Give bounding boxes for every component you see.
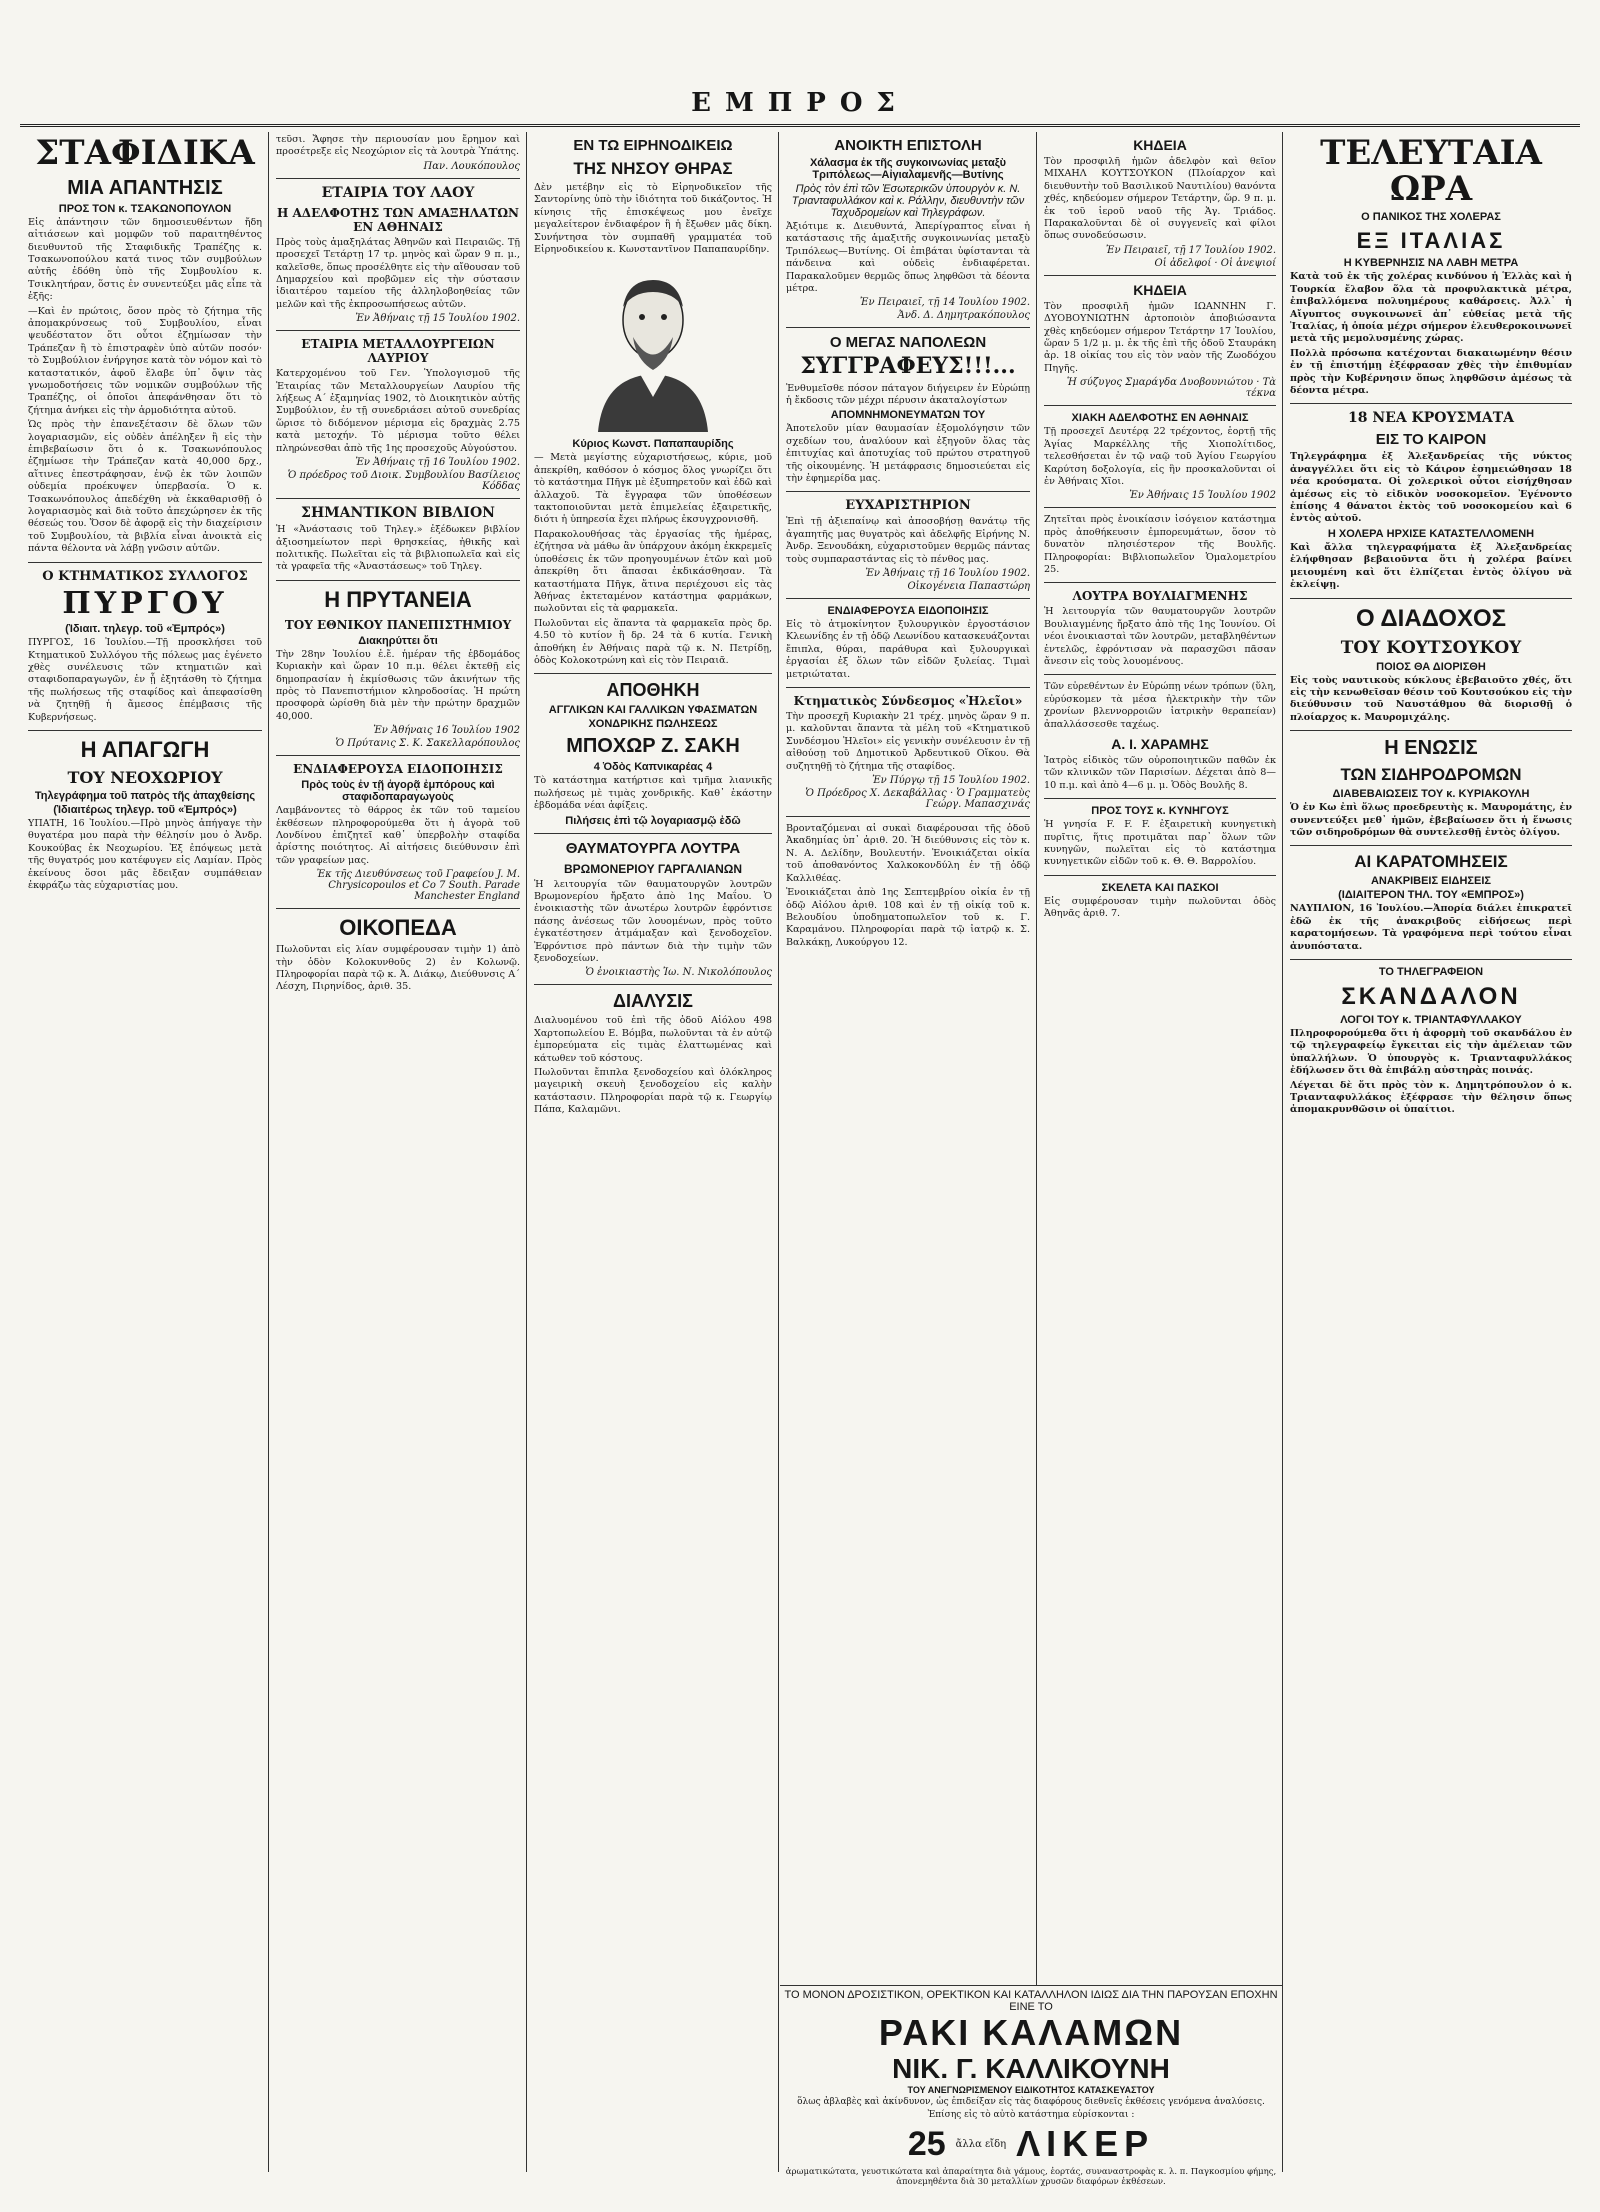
article-text: Τῇ προσεχεῖ Δευτέρᾳ 22 τρέχοντος, ἑορτῇ τῆς Ἁγίας Μαρκέλλης τῆς Χιοπολίτιδος, τελεσθήσεται ἐν τῷ ναῷ τοῦ Ἁγίου Γεωργίου Καρύτση δοξολογία, εἰς ἣν προσκαλοῦνται οἱ ἐν Ἀθήναις Χῖοι. [1044, 426, 1276, 487]
column-6 [1284, 132, 1578, 2172]
subheadline: ΑΠΟΜΝΗΜΟΝΕΥΜΑΤΩΝ ΤΟΥ [830, 409, 986, 422]
headline: ΕΝΔΙΑΦΕΡΟΥΣΑ ΕΙΔΟΠΟΙΗΣΙΣ [293, 762, 503, 777]
signature: Ἐν Ἀθήναις τῇ 16 Ἰουλίου 1902. [355, 457, 520, 469]
divider [276, 580, 520, 581]
ad-product: ΡΑΚΙ ΚΑΛΑΜΩΝ [878, 2012, 1184, 2053]
column-2 [270, 132, 526, 2172]
headline: ΠΥΡΓΟΥ [62, 585, 228, 621]
headline: ΤΟΥ ΕΘΝΙΚΟΥ ΠΑΝΕΠΙΣΤΗΜΙΟΥ [284, 617, 512, 632]
signature: Παν. Λουκόπουλος [423, 160, 520, 172]
article-text: Τῶν εὑρεθέντων ἐν Εὐρώπῃ νέων τρόπων (ὕλη, εὐρύσκομεν τὰ μέσα ἠλεκτρικὴν τὴν τῶν χρονίων βλεννορροιῶν ἰατρικὴν θεραπείαν) ἀπαλλάσσεσθε ταχέως. [1044, 681, 1276, 730]
subheadline: ΔΙΑΒΕΒΑΙΩΣΕΙΣ ΤΟΥ κ. ΚΥΡΙΑΚΟΥΛΗ [1332, 788, 1530, 801]
divider [786, 491, 1030, 492]
article-text: ΠΥΡΓΟΣ, 16 Ἰουλίου.—Τῇ προσκλήσει τοῦ Κτηματικοῦ Συλλόγου τῆς πόλεως μας ἐγένετο χθὲς συνέλευσις τῶν κτηματιῶν καὶ σταφιδοπαραγωγῶν, ἐν ᾗ ἐξητάσθη τὸ ζήτημα τῆς πωλήσεως τῆς σταφίδος καὶ ἀπεφασίσθη νὰ ζητηθῇ ἡ ἄμεσος ἐπέμβασις τῆς Κυβερνήσεως. [28, 637, 262, 723]
headline: ΤΕΛΕΥΤΑΙΑ ΩΡΑ [1320, 133, 1542, 209]
article-text: ΝΑΥΠΛΙΟΝ, 16 Ἰουλίου.—Ἀπορία διάλει ἐπικρατεῖ ἐδῶ ἐκ τῆς ἀνακριβοῦς εἰδήσεως περὶ καρατομήσεων. Τὰ γραφόμενα περὶ τούτου εἶναι ἀνυπόστατα. [1290, 903, 1572, 952]
article-text: Ἡ λειτουργία τῶν θαυματουργῶν λουτρῶν Βρωμονερίου ἤρξατο ἀπὸ 1ης Μαΐου. Ὁ ἐνοικιαστὴς τῶν ἀνωτέρω λουτρῶν ἐφρόντισε πάσης ἀνέσεως τῶν λουομένων, πρὸς τοῦτο ἐγκατέστησεν ἀτμάμαξαν καὶ ξενοδοχεῖον. Ἐφρόντισε πρὸ πάντων διὰ τὴν τιμὴν τῶν ξενοδοχείων. [534, 878, 772, 964]
column-rule [778, 132, 779, 2172]
divider [786, 816, 1030, 817]
divider [1290, 730, 1572, 731]
headline: Η ΑΔΕΛΦΟΤΗΣ ΤΩΝ ΑΜΑΞΗΛΑΤΩΝ ΕΝ ΑΘΗΝΑΙΣ [276, 205, 520, 234]
headline: ΣΥΓΓΡΑΦΕΥΣ!!!... [800, 353, 1016, 380]
masthead-rule [20, 124, 1580, 127]
subheadline: ΣΚΕΛΕΤΑ ΚΑΙ ΠΑΣΚΟΙ [1101, 881, 1219, 894]
subheadline: ΠΡΟΣ ΤΟΝ κ. ΤΣΑΚΩΝΟΠΟΥΛΟΝ [58, 202, 232, 215]
article-text: Ἀξιότιμε κ. Διευθυντά, Ἀπερίγραπτος εἶναι ἡ κατάστασις τῆς ἁμαξιτῆς συγκοινωνίας μεταξὺ Τριπόλεως—Βυτίνης. Οἱ ἐπιβάται ὑφίστανται τὰ πάνδεινα καὶ οὐδεὶς ἐνδιαφέρεται. Παρακαλοῦμεν θερμῶς ὅπως ληφθῶσι τὰ δέοντα μέτρα. [786, 221, 1030, 295]
article-text: ΥΠΑΤΗ, 16 Ἰουλίου.—Πρὸ μηνὸς ἀπήγαγε τὴν θυγατέρα μου παρὰ τὴν θέλησίν μου ὁ Ἀνδρ. Κουκούβας ἐκ Νεοχωρίου. Ἐξ ἐπόψεως μετὰ τῆς θυγατρός μου κατέφυγεν εἰς Λαμίαν. Πρὸς ἐκείνους ὅσοι μᾶς ἔδειξαν συμπάθειαν ἐκφράζω τὰς εὐχαριστίας μου. [28, 818, 262, 892]
article-text: Τὸν προσφιλῆ ἡμῶν ΙΩΑΝΝΗΝ Γ. ΔΥΟΒΟΥΝΙΩΤΗΝ ἀρτοποιὸν ἀποβιώσαντα χθὲς κηδεύομεν σήμερον Τετάρτην 17 Ἰουλίου, ὥραν 5 1/2 μ. μ. ἐκ τῆς ἐπὶ τῆς ὁδοῦ Σταυράκη ἀρ. 18 οἰκίας του εἰς τὸν ναὸν τῆς Ζωοδόχου Πηγῆς. [1044, 300, 1276, 374]
article-text: Ἐπὶ τῇ ἀξιεπαίνῳ καὶ ἀποσοβήσῃ θανάτῳ τῆς ἀγαπητῆς μας θυγατρὸς καὶ ἀδελφῆς Εἰρήνης Ν. Ἀνδρ. Ξενουδάκη, εὐχαριστοῦμεν θερμῶς πάντας τοὺς συμπαραστάντας εἰς τὸ πένθος μας. [786, 516, 1030, 565]
article-text: Τὴν 28ην Ἰουλίου ἐ.ἔ. ἡμέραν τῆς ἑβδομάδος Κυριακὴν καὶ ὥραν 10 π.μ. θέλει ἐκτεθῇ εἰς δημοπρασίαν ἡ ἐκμίσθωσις τῶν ἀκινήτων τῆς πρὸς τὸ Πανεπιστήμιον κληροδοσίας. Ἡ πρώτη προσφορὰ ὡρίσθη διὰ μὲν τὴν πρώτην δραχμῶν 40,000. [276, 648, 520, 722]
divider [1290, 598, 1572, 599]
headline: ΕΤΑΙΡΙΑ ΤΟΥ ΛΑΟΥ [321, 184, 475, 201]
ad-number: 25 [907, 2124, 946, 2163]
article-text: τεῦσι. Ἄφησε τὴν περιουσίαν μου ἔρημον καὶ προσέτρεξε εἰς Νεοχώριον εἰς τὰ λουτρὰ Ὑπάτης. [276, 134, 520, 158]
signature: Ἐν Ἀθήναις 15 Ἰουλίου 1902 [1129, 490, 1276, 502]
article-text: Εἰς τοὺς ναυτικοὺς κύκλους ἐβεβαιοῦτο χθές, ὅτι εἰς τὴν κενωθεῖσαν θέσιν τοῦ Κουτσούκου εἰς τὴν διεύθυνσιν τοῦ Ναυστάθμου θὰ διορισθῇ ὁ πλοίαρχος κ. Μαυρομιχάλης. [1290, 674, 1572, 723]
column-rule [268, 132, 269, 2172]
subheadline: Πρὸς τοὺς ἐν τῇ ἀγορᾷ ἐμπόρους καὶ σταφιδοπαραγωγοὺς [301, 779, 495, 804]
column-rule [526, 132, 527, 2172]
column-rule [1036, 132, 1037, 2172]
article-text: Λαμβάνοντες τὸ θάρρος ἐκ τῶν τοῦ ταμείου ἐκθέσεων πληροφορούμεθα ὅτι ἡ ἀγορὰ τοῦ Λονδίνου ἐπιζητεῖ καθ᾽ ὑπερβολὴν σταφίδα ἀρίστης ποιότητος. Αἱ αἰτήσεις διεύθυνσιν ἐπὶ τῶν γραφείων μας. [276, 805, 520, 866]
subheadline: ΧΟΝΔΡΙΚΗΣ ΠΩΛΗΣΕΩΣ [588, 718, 718, 731]
subheadline: ΤΟ ΤΗΛΕΓΡΑΦΕΙΟΝ [1378, 965, 1484, 978]
byline: (Ἰδιαιτ. τηλεγρ. τοῦ «Ἐμπρός») [65, 623, 225, 636]
ad-liqueur: ΛΙΚΕΡ [1016, 2123, 1155, 2164]
subheadline: Τηλεγράφημα τοῦ πατρὸς τῆς ἀπαχθείσης [34, 790, 256, 802]
article-text: Τὸ κατάστημα κατήρτισε καὶ τμῆμα λιανικῆς πωλήσεως μὲ τιμὰς χονδρικῆς. Καθ᾽ ἑκάστην ἐβδομάδα νέαι ἀφίξεις. [534, 775, 772, 812]
article-text: Ἡ λειτουργία τῶν θαυματουργῶν λουτρῶν Βουλιαγμένης ἤρξατο ἀπὸ τῆς 1ης Ἰουνίου. Οἱ νέοι ἐνοικιασταὶ τῶν λουτρῶν, μεταβληθέντων ἐντελῶς, ἐφρόντισαν νὰ παρασχῶσι πᾶσαν ἄνεσιν εἰς τοὺς λουομένους. [1044, 606, 1276, 667]
subheadline: ΧΙΑΚΗ ΑΔΕΛΦΟΤΗΣ ΕΝ ΑΘΗΝΑΙΣ [1071, 412, 1249, 425]
article-text: Διαλυομένου τοῦ ἐπὶ τῆς ὁδοῦ Αἰόλου 498 Χαρτοπωλείου Ε. Βόμβα, πωλοῦνται τὰ ἐν αὐτῷ ἐμπορεύματα εἰς τιμὰς ἐλαττωμένας καὶ κάτωθεν τοῦ κόστους. [534, 1015, 772, 1064]
article-text: Τὸν προσφιλῆ ἡμῶν ἀδελφὸν καὶ θεῖον ΜΙΧΑΗΛ ΚΟΥΤΣΟΥΚΟΝ (Πλοίαρχον καὶ διευθυντὴν τοῦ Βασιλικοῦ Ναυτιλίου) θανόντα χθές, κηδεύομεν σήμερον Τετάρτην, ὥρ. 9 π. μ. ἐκ τοῦ ἱεροῦ ναοῦ τῆς Ἁγ. Τριάδος. Παρακαλοῦνται δὲ οἱ συγγενεῖς καὶ φίλοι ὅπως συνοδεύσωσιν. [1044, 156, 1276, 242]
headline: ΕΞ ΙΤΑΛΙΑΣ [1356, 228, 1506, 254]
article-text: Δὲν μετέβην εἰς τὸ Εἰρηνοδικεῖον τῆς Σαντορίνης ὑπὸ τὴν ἰδιότητα τοῦ δικάζοντος. Ἡ κίνησις τῆς ἐπισκέψεως μου ἐνεῖχε μεγαλείτερον ἐνδιαφέρον ἢ ἡ ἔξωθεν μᾶς δίκη. Συνήντησα τὸν συμπαθῆ γραμματέα τοῦ Εἰρηνοδικείου κ. Κωνσταντῖνον Παπαπαυρίδην. [534, 182, 772, 256]
subheadline: ΠΟΙΟΣ ΘΑ ΔΙΟΡΙΣΘΗ [1376, 660, 1486, 673]
ad-text: ἀρωματικώτατα, γευστικώτατα καὶ ἀπαραίτητα διὰ γάμους, ἑορτάς, συναναστροφὰς κ. λ. π. Παγκοσμίου φήμης, ἀπονεμηθέντα διὰ 30 μεταλλίων χρυσῶν διαφόρων ἐκθέσεων. [785, 2167, 1277, 2187]
headline: ΤΟΥ ΚΟΥΤΣΟΥΚΟΥ [1340, 637, 1522, 658]
article-text: Τὴν προσεχῆ Κυριακὴν 21 τρέχ. μηνὸς ὥραν 9 π. μ. καλοῦνται ἅπαντα τὰ μέλη τοῦ «Κτηματικοῦ Συνδέσμου Ἠλεῖοι» εἰς γενικὴν συνέλευσιν ἐν τῇ αἰθούσῃ τοῦ Δημοτικοῦ Ἀρδευτικοῦ Οἴκου. Θὰ συζητηθῇ τὸ ζήτημα τῆς σταφίδος. [786, 711, 1030, 772]
headline: ΕΤΑΙΡΙΑ ΜΕΤΑΛΛΟΥΡΓΕΙΩΝ ΛΑΥΡΙΟΥ [301, 337, 495, 366]
headline: ΑΝΟΙΚΤΗ ΕΠΙΣΤΟΛΗ [834, 137, 982, 154]
article-text: Ἡ γνησία F. F. F. ἐξαιρετικὴ κυνηγετικὴ πυρῖτις, ἥτις προτιμᾶται παρ᾽ ὅλων τῶν κυνηγῶν, πωλεῖται εἰς τὸ κατάστημα κυνηγετικῶν εἰδῶν τοῦ κ. Θ. Θ. Βαρρολίου. [1044, 819, 1276, 868]
headline: ΔΙΑΛΥΣΙΣ [613, 991, 693, 1012]
headline: ΜΠΟΧΩΡ Ζ. ΣΑΚΗ [566, 735, 740, 758]
portrait-illustration [578, 262, 728, 432]
headline: ΘΑΥΜΑΤΟΥΡΓΑ ΛΟΥΤΡΑ [565, 839, 741, 857]
headline: Η ΑΠΑΓΩΓΗ [80, 737, 210, 762]
signature: Ἀνδ. Δ. Δημητρακόπουλος [897, 310, 1030, 322]
headline: ΣΚΑΝΔΑΛΟΝ [1341, 982, 1521, 1010]
divider [276, 908, 520, 909]
divider [1044, 875, 1276, 876]
divider [28, 730, 262, 731]
article-text: Ἰατρὸς εἰδικὸς τῶν οὐροποιητικῶν παθῶν ἐκ τῶν κλινικῶν τῶν Παρισίων. Δέχεται ἀπὸ 8—10 π.μ. καὶ ἀπὸ 4—6 μ. μ. Ὁδὸς Βουλῆς 8. [1044, 755, 1276, 791]
headline: Ο ΔΙΑΔΟΧΟΣ [1355, 604, 1507, 632]
headline: Η ΕΝΩΣΙΣ [1384, 737, 1478, 760]
signature: Ὁ Πρύτανις Σ. Κ. Σακελλαρόπουλος [335, 738, 520, 750]
ad-maker-sub: ΤΟΥ ΑΝΕΓΝΩΡΙΣΜΕΝΟΥ ΕΙΔΙΚΟΤΗΤΟΣ ΚΑΤΑΣΚΕΥΑΣΤΟΥ [907, 2085, 1155, 2095]
article-text: —Καὶ ἐν πρώτοις, ὅσον πρὸς τὸ ζήτημα τῆς ἀπομακρύνσεως τοῦ Συμβουλίου, εἶναι ψευδέστατον ὅτι οὗτοι ἐζημίωσαν τὴν Τράπεζαν ἢ τὸ ἐπιστραφὲν ὑπὸ αὐτῶν ποσόν· τὸ Συμβούλιον ἐνήργησε κατὰ τὸν νόμον καὶ τὸ καταστατικόν, ἀφοῦ ἔλαβε ὑπ᾽ ὄψιν τὰς γνωμοδοτήσεις τῶν νομικῶν συμβούλων τῆς Τραπέζης, οἱ ὁποῖοι ἀπεφάνθησαν ὅτι τὸ ζήτημα ἀνήκει εἰς τὴν ἁρμοδιότητα αὐτοῦ. [28, 305, 262, 416]
signature: Ἐν Ἀθήναις τῇ 16 Ἰουλίου 1902. [865, 568, 1030, 579]
article-text: Κατὰ τοῦ ἐκ τῆς χολέρας κινδύνου ἡ Ἑλλὰς καὶ ἡ Τουρκία ἔλαβον ὅλα τὰ προφυλακτικὰ μέτρα, ἐπιβαλλόμενα πολυημέρους καθάρσεις. Ἀλλ᾽ ἡ Αἴγυπτος συγκοινωνεῖ ἀπ᾽ εὐθείας μετὰ τῆς Ἰταλίας, ἡ ὁποία μέχρι σήμερον ἐλευθεροκοινωνεῖ μετὰ τῆς μεμολυσμένης χώρας. [1290, 271, 1572, 345]
article-text: Ἐνοικιάζεται ἀπὸ 1ης Σεπτεμβρίου οἰκία ἐν τῇ ὁδῷ Αἰόλου ἀριθ. 108 καὶ ἐν τῇ οἰκίᾳ τοῦ κ. Βελουδίου ὑποδηματοπωλεῖον τοῦ κ. Γ. Καραμάνου. Πληροφορίαι παρὰ τῷ ἰατρῷ κ. Σ. Βαλκάκῃ, Λυκούργου 12. [786, 887, 1030, 948]
article-text: Πρὸς τοὺς ἀμαξηλάτας Ἀθηνῶν καὶ Πειραιῶς. Τῇ προσεχεῖ Τετάρτῃ 17 τρ. μηνὸς καὶ ὥραν 9 π. μ., καλεῖσθε, ὅπως προσέλθητε εἰς τὴν αἴθουσαν τοῦ Δημαρχείου καὶ προβῶμεν εἰς τὴν σύστασιν ἰδιαιτέρου ταμείου τῆς ἀλληλοβοηθείας τῶν μελῶν καὶ τῆς ἐκπροσωπήσεως αὐτῶν. [276, 236, 520, 310]
subheadline: Πρὸς τὸν ἐπὶ τῶν Ἐσωτερικῶν ὑπουργὸν κ. Ν. Τριανταφυλλάκον καὶ κ. Ράλλην, διευθυντὴν τῶν Ταχυδρομείων καὶ Τηλεγράφων. [791, 183, 1025, 219]
raki-advertisement [780, 1985, 1282, 2187]
article-text: Εἰς συμφέρουσαν τιμὴν πωλοῦνται ὁδὸς Ἀθηνᾶς ἀριθ. 7. [1044, 895, 1276, 920]
divider [534, 833, 772, 834]
divider [786, 598, 1030, 599]
divider [1290, 403, 1572, 404]
masthead: ΕΜΠΡΟΣ [691, 88, 909, 118]
subheadline: Διακηρύττει ὅτι [358, 634, 438, 647]
subheadline: Πιλήσεις ἐπὶ τῷ λογαριασμῷ ἐδῶ [565, 814, 741, 827]
article-text: Πωλοῦνται εἰς λίαν συμφέρουσαν τιμὴν 1) ἀπὸ τὴν ὁδὸν Κολοκυνθοῦς 2) ἐν Κολωνῷ. Πληροφορίαι παρὰ τῷ κ. Ἀ. Διάκῳ, Διεύθυνσις Α΄ Λέσχη, Πιρηνίδος, ἀριθ. 35. [276, 944, 520, 993]
article-text: Ἡ «Ἀνάστασις τοῦ Τηλεγ.» ἐξέδωκεν βιβλίον ἀξιοσημείωτον περὶ θρησκείας, ἠθικῆς καὶ πολιτικῆς. Πωλεῖται εἰς τὰ βιβλιοπωλεῖα καὶ εἰς τὰ γραφεῖα τῆς «Ἀναστάσεως» τοῦ Τηλεγ. [276, 524, 520, 573]
headline: ΤΩΝ ΣΙΔΗΡΟΔΡΟΜΩΝ [1340, 765, 1522, 785]
signature: Ἐν Πειραιεῖ, τῇ 17 Ἰουλίου 1902. [1105, 244, 1276, 256]
divider [276, 178, 520, 179]
headline: Ο ΚΤΗΜΑΤΙΚΟΣ ΣΥΛΛΟΓΟΣ [42, 568, 248, 584]
column-4 [780, 132, 1036, 1982]
divider [1044, 798, 1276, 799]
divider [1290, 959, 1572, 960]
divider [786, 327, 1030, 328]
headline: ΕΙΣ ΤΟ ΚΑΙΡΟΝ [1375, 431, 1487, 449]
article-text: Τηλεγράφημα ἐξ Ἀλεξανδρείας τῆς νύκτος ἀναγγέλλει ὅτι εἰς τὸ Κάιρον ἐσημειώθησαν 18 νέα κρούσματα. Οἱ χολερικοὶ οὗτοι εἰσήχθησαν ἀμέσως εἰς τὸ εἰδικὸν νοσοκομεῖον. Ἐγένοντο ἐπίσης 4 θάνατοι ἐκτὸς τοῦ νοσοκομείου καὶ 6 ἐντὸς αὐτοῦ. [1290, 451, 1572, 525]
headline: Κτηματικὸς Σύνδεσμος «Ἠλεῖοι» [793, 694, 1023, 709]
article-text: Εἰς ἀπάντησιν τῶν δημοσιευθέντων ἤδη αἰτιάσεων καὶ μομφῶν τοῦ παραιτηθέντος διευθυντοῦ τῆς Σταφιδικῆς Τραπέζης κ. Τσακωνοπούλου κατά τινος τῶν συμβούλων αὐτῆς ἐδόθη ὑπὸ τῆς Συμβουλίου κ. Τσικλητήραν, ὅστις ἐν συνεντεύξει μᾶς εἶπε τὰ ἑξῆς: [28, 216, 262, 303]
article-text: Ἐνθυμεῖσθε πόσον πάταγον διήγειρεν ἐν Εὐρώπῃ ἡ ἔκδοσις τῶν μέχρι πέρυσιν ἀκαταλογίστων [786, 382, 1030, 406]
subheadline: Η ΚΥΒΕΡΝΗΣΙΣ ΝΑ ΛΑΒΗ ΜΕΤΡΑ [1343, 257, 1519, 270]
headline: 18 ΝΕΑ ΚΡΟΥΣΜΑΤΑ [1348, 410, 1514, 427]
subheadline: ΑΝΑΚΡΙΒΕΙΣ ΕΙΔΗΣΕΙΣ [1370, 875, 1491, 888]
divider [1044, 275, 1276, 276]
article-text: Λέγεται δὲ ὅτι πρὸς τὸν κ. Δημητρόπουλον ὁ κ. Τριανταφυλλάκος ἐξέφρασε τὴν θέλησιν ὅπως ἀπομακρυνθῶσιν οἱ ὑπαίτιοι. [1290, 1079, 1572, 1116]
subheadline: ΕΝΔΙΑΦΕΡΟΥΣΑ ΕΙΔΟΠΟΙΗΣΙΣ [827, 605, 989, 617]
article-text: Καὶ ἄλλα τηλεγραφήματα ἐξ Ἀλεξανδρείας ἐλήφθησαν βεβαιοῦντα ὅτι ἡ χολέρα βαίνει μειουμένη καὶ ὅτι ἐλπίζεται ἐντὸς ὀλίγου νὰ ἐκλείψῃ. [1290, 541, 1572, 591]
ad-liqueur-row [784, 2123, 1278, 2165]
signature: Ἐν Ἀθήναις 16 Ἰουλίου 1902 [373, 725, 520, 737]
signature: Ἐν Πύργῳ τῇ 15 Ἰουλίου 1902. [872, 775, 1030, 787]
headline: ΛΟΥΤΡΑ ΒΟΥΛΙΑΓΜΕΝΗΣ [1072, 589, 1248, 604]
ad-maker: ΝΙΚ. Γ. ΚΑΛΛΙΚΟΥΝΗ [892, 2053, 1170, 2084]
headline: ΑΠΟΘΗΚΗ [606, 680, 700, 701]
portrait-caption: Κύριος Κωνστ. Παπαπαυρίδης [572, 438, 734, 451]
article-text: Βρονταζόμεναι αἱ συκαὶ διαφέρουσαι τῆς ὁδοῦ Ἀκαδημίας ὑπ᾽ ἀριθ. 20. Ἡ διεύθυνσις εἰς τὸν κ. Ν. Α. Δελίδην, Βουλευτήν. Ἐνοικιάζεται οἰκία τοῦ ἀποθανόντος Χαλκοκονδύλη ἐν τῇ ὁδῷ Καλλιθέας. [786, 823, 1030, 884]
column-rule [1282, 132, 1283, 2172]
headline: ΕΥΧΑΡΙΣΤΗΡΙΟΝ [845, 498, 971, 514]
signature: Ἐκ τῆς Διευθύνσεως τοῦ Γραφείου J. M. Chrysicopoulos et Co 7 South. Parade Manchester England [316, 869, 520, 903]
divider [1044, 405, 1276, 406]
signature: Ὁ ἐνοικιαστὴς Ἰω. Ν. Νικολόπουλος [585, 967, 772, 979]
ad-mid: ἄλλα εἴδη [955, 2138, 1007, 2150]
signature: Ἐν Πειραιεῖ, τῇ 14 Ἰουλίου 1902. [859, 297, 1030, 309]
article-text: Ἀποτελοῦν μίαν θαυμασίαν ἐξομολόγησιν τῶν σχεδίων του, ἀναλύουν καὶ ἐξηγοῦν ὅλας τὰς ἐπιτυχίας καὶ ἀποτυχίας τοῦ πρώτου στρατηγοῦ τῆς οἰκουμένης. Ἡ μετάφρασις δημοσιεύεται εἰς τὴν ἐφημερίδα μας. [786, 423, 1030, 484]
headline: ΕΝ ΤΩ ΕΙΡΗΝΟΔΙΚΕΙΩ [573, 137, 733, 154]
subheadline: ΛΟΓΟΙ ΤΟΥ κ. ΤΡΙΑΝΤΑΦΥΛΛΑΚΟΥ [1340, 1013, 1522, 1026]
headline: Ο ΜΕΓΑΣ ΝΑΠΟΛΕΩΝ [829, 334, 987, 352]
headline: ΚΗΔΕΙΑ [1133, 281, 1187, 298]
headline: ΜΙΑ ΑΠΑΝΤΗΣΙΣ [67, 176, 223, 199]
article-text: Πληροφορούμεθα ὅτι ἡ ἀφορμὴ τοῦ σκανδάλου ἐν τῷ τηλεγραφείῳ ἔγκειται εἰς τὴν ἀμέλειαν τῶν ὑπαλλήλων. Ὁ ὑπουργὸς κ. Τριανταφυλλάκος ἐδήλωσεν ὅτι θὰ ἐπιβάλῃ αὐστηρὰς ποινάς. [1290, 1027, 1572, 1077]
article-text: Πωλοῦνται ἔπιπλα ξενοδοχείου καὶ ὁλόκληρος μαγειρικὴ σκευὴ ξενοδοχείου εἰς καλὴν κατάστασιν. Πληροφορίαι παρὰ τῷ κ. Γεωργίῳ Πάπα, Καλαμῶνι. [534, 1067, 772, 1116]
signature: Ὁ πρόεδρος τοῦ Διοικ. Συμβουλίου Βασίλειος Κόδδας [287, 470, 520, 493]
divider [28, 562, 262, 563]
subheadline: Ο ΠΑΝΙΚΟΣ ΤΗΣ ΧΟΛΕΡΑΣ [1361, 211, 1501, 224]
article-text: Κατερχομένου τοῦ Γεν. Ὑπολογισμοῦ τῆς Ἑταιρίας τῶν Μεταλλουργείων Λαυρίου τῆς λήξεως Α΄ ἐξαμηνίας 1902, τὸ Διοικητικὸν αὐτῆς Συμβούλιον, ἐν τῇ συνεδριάσει αὐτοῦ συνεδρίας ὥρισε τὸ διδόμενον μέρισμα εἰς δραχμὰς 2.75 κατὰ μετοχήν. Τὸ μέρισμα τοῦτο θέλει πληρώνεσθαι ἀπὸ τῆς 1ης προσεχοῦς Αὐγούστου. [276, 368, 520, 454]
headline: ΤΗΣ ΝΗΣΟΥ ΘΗΡΑΣ [573, 159, 733, 178]
divider [276, 755, 520, 756]
divider [786, 687, 1030, 688]
signature: Ἐν Ἀθήναις τῇ 15 Ἰουλίου 1902. [355, 313, 520, 325]
divider [276, 330, 520, 331]
divider [534, 673, 772, 674]
divider [534, 984, 772, 985]
article-text: Εἰς τὸ ἀτμοκίνητον ξυλουργικὸν ἐργοστάσιον Κλεωνίδης ἐν τῇ ὁδῷ Λεωνίδου κατασκευάζονται ἔπιπλα, θύραι, παράθυρα καὶ ξυλουργικαὶ ἐργασίαι ἐξ ὅλων τῶν εἰδῶν ξυλείας. Τιμαὶ μετριώταται. [786, 619, 1030, 680]
divider [1044, 582, 1276, 583]
article-text: Παρακολουθήσας τὰς ἐργασίας τῆς ἡμέρας, ἐζήτησα νὰ μάθω ἂν ὑπάρχουν ἀκόμη ἐκκρεμεῖς ὑποθέσεις ἐκ τῶν προηγουμένων ἐτῶν καὶ μοῦ ἀπεκρίθη ὅτι ἅπασαι ἐκδικάσθησαν. Τὰ καταστήματα Πῆγκ, ἅτινα περιέχουσι εἰς τὰς Ἀθήνας ἐκτεταμένον κατάστημα φαρμάκων, πωλοῦνται εἰς τὰ φαρμακεῖα. [534, 528, 772, 615]
ad-text: ὅλως ἀβλαβὲς καὶ ἀκίνδυνον, ὡς ἐπιδείξαν εἰς τὰς διαφόρους διεθνεῖς ἐκθέσεις γενόμενα ἀναλύσεις. [797, 2097, 1265, 2107]
headline: ΒΡΩΜΟΝΕΡΙΟΥ ΓΑΡΓΑΛΙΑΝΩΝ [563, 861, 743, 876]
headline: Α. Ι. ΧΑΡΑΜΗΣ [1111, 736, 1209, 752]
article-text: Πωλοῦνται εἰς ἅπαντα τὰ φαρμακεῖα πρὸς δρ. 4.50 τὸ κυτίον ἢ δρ. 24 τὰ 6 κυτία. Γενικὴ ἀποθήκη ἐν Ἀθήναις παρὰ τῷ κ. Ν. Πετρίδῃ, ὁδὸς Κολοκοτρώνη καὶ εἰς τὸν Πειραιᾶ. [534, 617, 772, 666]
article-text: Ὡς πρὸς τὴν ἐπανεξέτασιν δὲ ὅλων τῶν λογαριασμῶν, εἰς οὐδὲν ἀπέληξεν ἢ εἰς τὴν ἐπιβεβαίωσιν ὅτι ὁ κ. Τσακωνόπουλος ἐζημίωσε τὴν Τράπεζαν κατὰ 40,000 δρχ., αἵτινες ἐπεστράφησαν, ἐνῷ ἐκ τῶν λοιπῶν οὐδεμία προέκυψεν ὑπερβασία. Ὁ κ. Τσακωνόπουλος ἀπεδέχθη νὰ ἐκκαθαρισθῇ ὁ λογαριασμὸς καὶ διὰ τοῦτο ἀπεχώρησεν ἐκ τῆς θέσεώς του. Ὅσον δὲ ἀφορᾷ εἰς τὴν διαχείρισιν τοῦ Συμβουλίου, τὰ βιβλία εἶναι ἀνοικτὰ εἰς πάντα θέλοντα νὰ λάβῃ γνῶσιν αὐτῶν. [28, 419, 262, 555]
ad-tagline: ΤΟ ΜΟΝΟΝ ΔΡΟΣΙΣΤΙΚΟΝ, ΟΡΕΚΤΙΚΟΝ ΚΑΙ ΚΑΤΑΛΛΗΛΟΝ ΙΔΙΩΣ ΔΙΑ ΤΗΝ ΠΑΡΟΥΣΑΝ ΕΠΟΧΗΝ ΕΙΝΕ ΤΟ [784, 1989, 1278, 2013]
divider [276, 498, 520, 499]
address: 4 Ὁδὸς Καπνικαρέας 4 [593, 761, 713, 774]
column-3 [528, 132, 778, 2172]
article-text: — Μετὰ μεγίστης εὐχαριστήσεως, κύριε, μοῦ ἀπεκρίθη, καθόσον ὁ κόσμος ὅλος γνωρίζει ὅτι τὸ κατάστημα Πῆγκ μὲ ἐξυπηρετοῦν καὶ ἐδῶ καὶ ἀλλαχοῦ. Τὰ ἔγγραφα τῶν ὑποθέσεων τακτοποιοῦνται μετὰ ἐπιμελείας ἐξαιρετικῆς, διότι ἡ ὑπηρεσία ἔχει πλήρως ἐκσυγχρονισθῆ. [534, 452, 772, 526]
headline: ΟΙΚΟΠΕΔΑ [339, 915, 457, 941]
headline: ΣΗΜΑΝΤΙΚΟΝ ΒΙΒΛΙΟΝ [301, 505, 495, 522]
byline: (ΙΔΙΑΙΤΕΡΟΝ ΤΗΛ. ΤΟΥ «ΕΜΠΡΟΣ») [1338, 889, 1524, 902]
ad-text: Ἐπίσης εἰς τὸ αὐτὸ κατάστημα εὑρίσκονται : [927, 2110, 1135, 2120]
signature: Ἡ σύζυγος Σμαράγδα Δυοβουνιώτου · Τὰ τέκνα [1066, 377, 1276, 400]
signature: Ὁ Πρόεδρος Χ. Δεκαβάλλας · Ὁ Γραμματεὺς Γεώργ. Μαπασχινάς [805, 788, 1030, 811]
signature: Οἱ ἀδελφοί · Οἱ ἀνεψιοί [1154, 257, 1276, 269]
divider [1290, 845, 1572, 846]
article-text: Πολλὰ πρόσωπα κατέχονται διακαιωμένην θέσιν ἐν τῇ ἐπιστήμῃ ἐξέφρασαν χθὲς τὴν ἐπιθυμίαν πρὸς τὴν Κυβέρνησιν ὅπως ληφθῶσιν ἀμέσως τὰ δέοντα μέτρα. [1290, 347, 1572, 397]
signature: Οἰκογένεια Παπαστώρη [907, 581, 1030, 592]
divider [1044, 507, 1276, 508]
byline: (Ἰδιαιτέρως τηλεγρ. τοῦ «Ἐμπρός») [53, 804, 237, 816]
divider [1044, 674, 1276, 675]
subheadline: ΠΡΟΣ ΤΟΥΣ κ. ΚΥΝΗΓΟΥΣ [1091, 805, 1229, 818]
article-text: Ζητεῖται πρὸς ἐνοικίασιν ἰσόγειον κατάστημα πρὸς ἀποθήκευσιν ἐμπορευμάτων, ὅσον τὸ δυνατὸν πλησιέστερον τῆς Βουλῆς. Πληροφορίαι: Βιβλιοπωλεῖον Ὁμαλομετρίου 25. [1044, 514, 1276, 575]
headline: ΣΤΑΦΙΔΙΚΑ [35, 133, 255, 173]
subheadline: ΑΓΓΛΙΚΩΝ ΚΑΙ ΓΑΛΛΙΚΩΝ ΥΦΑΣΜΑΤΩΝ [548, 704, 758, 717]
column-5 [1038, 132, 1282, 1982]
headline: ΚΗΔΕΙΑ [1133, 137, 1187, 153]
subheadline: Χάλασμα ἐκ τῆς συγκοινωνίας μεταξὺ Τριπόλεως—Αἰγιαλαμενῆς—Βυτίνης [809, 157, 1007, 181]
headline: Η ΠΡΥΤΑΝΕΙΑ [324, 586, 472, 612]
headline: ΤΟΥ ΝΕΟΧΩΡΙΟΥ [67, 768, 223, 787]
column-1 [22, 132, 268, 2172]
headline: ΑΙ ΚΑΡΑΤΟΜΗΣΕΙΣ [1354, 852, 1508, 872]
subheadline: Η ΧΟΛΕΡΑ ΗΡΧΙΣΕ ΚΑΤΑΣΤΕΛΛΟΜΕΝΗ [1327, 527, 1535, 540]
article-text: Ὁ ἐν Κω ἐπὶ ὅλως προεδρευτὴς κ. Μαυρομάτης, ἐν συνεντεύξει μεθ᾽ ἡμῶν, ἐβεβαίωσεν ὅτι ἡ ἕνωσις τῶν σιδηροδρόμων θὰ συντελεσθῇ ἐντὸς ὀλίγου. [1290, 802, 1572, 838]
